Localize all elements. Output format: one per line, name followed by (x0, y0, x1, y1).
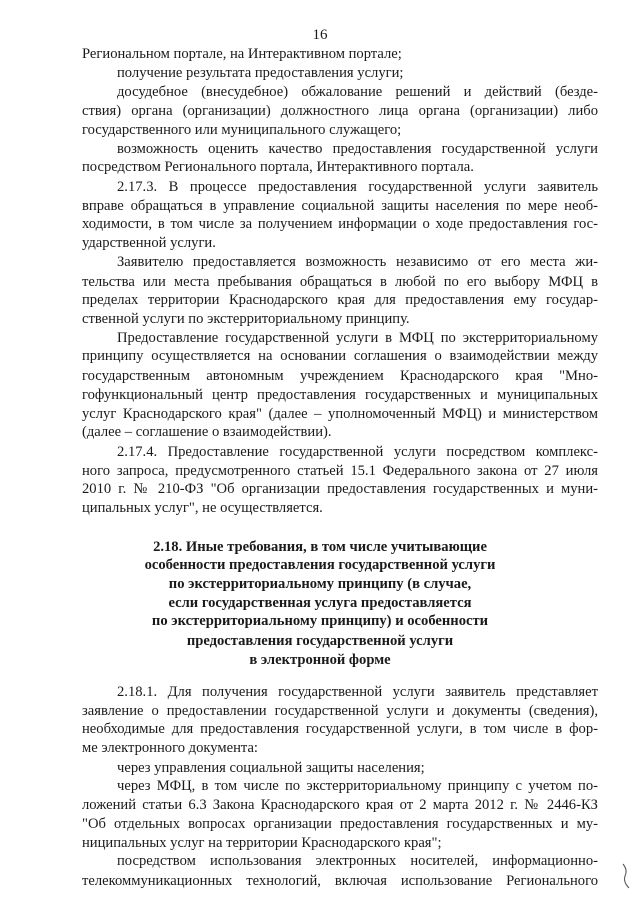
text-line: получение результата предоставления услуги; (117, 64, 404, 81)
margin-mark (620, 862, 634, 890)
section-heading-line: по экстерриториальному принципу) и особенности (151, 613, 489, 630)
text-line: возможность оценить качество предоставления государственной услуги (117, 140, 598, 157)
text-line: ствия) органа (организации) должностного лица органа (организации) либо (82, 103, 598, 120)
text-line: ственной услуги по экстерриториальному принципу. (82, 311, 410, 327)
text-line: посредством использования электронных носителей, информационно- (117, 853, 598, 870)
text-line: пределах территории Краснодарского края для предоставления ему государ- (82, 292, 598, 309)
page-number: 16 (312, 27, 328, 43)
section-heading-line: в электронной форме (249, 651, 391, 668)
text-line: государственным автономным учреждением Краснодарского края "Мно- (82, 368, 598, 385)
text-line: через МФЦ, в том числе по экстерриториальному принципу с учетом по- (117, 778, 598, 795)
text-line: ниципальных услуг на территории Краснодарского края"; (82, 834, 442, 851)
text-line: государственного или муниципального служащего; (82, 121, 402, 138)
text-line: 2.18.1. Для получения государственной услуги заявитель представляет (117, 683, 598, 700)
text-line: принципу осуществляется на основании соглашения о взаимодействии между (82, 348, 598, 365)
section-heading-line: если государственная услуга предоставляется (168, 594, 472, 611)
text-line: тельства или места пребывания обращаться в любой по его выбору МФЦ в (82, 273, 598, 290)
text-line: гофункциональный центр предоставления государственных и муниципальных (82, 386, 598, 403)
section-heading-line: особенности предоставления государственной услуги (144, 557, 496, 574)
text-line: (далее – соглашение о взаимодействии). (82, 424, 332, 441)
section-heading-line: по экстерриториальному принципу (в случае, (168, 575, 472, 592)
text-line: вправе обращаться в управление социальной защиты населения по мере необ- (82, 197, 598, 214)
text-line: Заявителю предоставляется возможность независимо от его места жи- (117, 253, 598, 270)
text-line: необходимые для предоставления государственной услуги, в том числе в фор- (82, 721, 598, 738)
text-line: заявление о предоставлении государственной услуги и документы (сведения), (82, 702, 598, 719)
text-line: ципальных услуг", не осуществляется. (82, 500, 323, 517)
text-line: ного запроса, предусмотренного статьей 15.1 Федерального закона от 27 июля (82, 462, 598, 479)
text-line: ложений статьи 6.3 Закона Краснодарского края от 2 марта 2012 г. № 2446-КЗ (82, 797, 598, 814)
text-line: Региональном портале, на Интерактивном портале; (82, 46, 402, 62)
text-line: услуг Краснодарского края" (далее – уполномоченный МФЦ) и министерством (82, 405, 598, 422)
text-line: через управления социальной защиты населения; (117, 759, 425, 776)
section-heading-line: 2.18. Иные требования, в том числе учитывающие (153, 538, 487, 555)
text-line: 2.17.4. Предоставление государственной услуги посредством комплекс- (117, 443, 598, 460)
text-line: телекоммуникационных технологий, включая использование Регионального (82, 873, 598, 889)
text-line: 2010 г. № 210-ФЗ "Об организации предоставления государственных и муни- (82, 481, 598, 498)
text-line: ме электронного документа: (82, 740, 258, 757)
text-line: ходимости, в том числе за получением информации о ходе предоставления гос- (82, 216, 598, 233)
text-line: Предоставление государственной услуги в МФЦ по экстерриториальному (117, 329, 598, 346)
text-line: 2.17.3. В процессе предоставления государственной услуги заявитель (117, 178, 598, 195)
text-line: "Об отдельных вопросах организации предоставления государственных и му- (82, 815, 598, 832)
text-line: ударственной услуги. (82, 235, 216, 252)
text-line: посредством Регионального портала, Интерактивного портала. (82, 159, 474, 176)
text-line: досудебное (внесудебное) обжалование решений и действий (безде- (117, 84, 598, 101)
section-heading-line: предоставления государственной услуги (186, 633, 454, 649)
